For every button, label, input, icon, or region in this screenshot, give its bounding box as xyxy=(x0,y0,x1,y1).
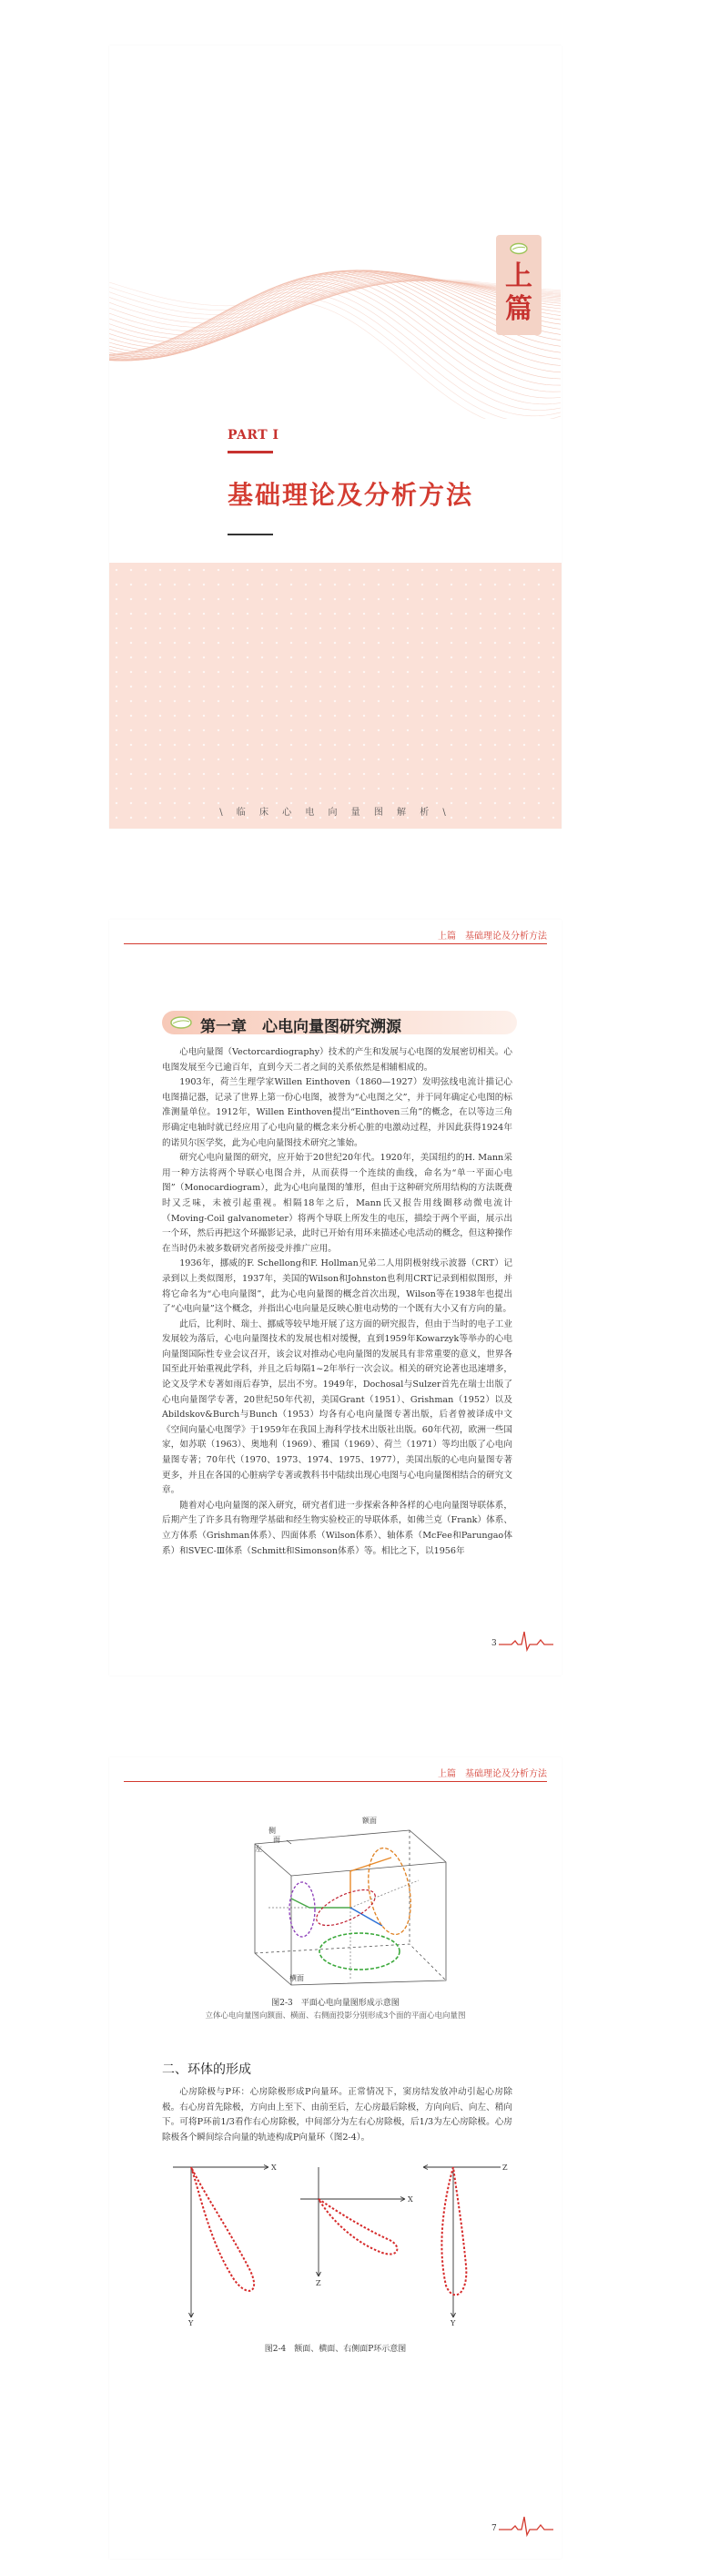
axis-x-label: X xyxy=(271,2164,277,2172)
header-rule xyxy=(124,1781,547,1782)
axis-z-label: Z xyxy=(316,2279,321,2287)
leaf-logo-icon xyxy=(509,242,529,255)
wave-line xyxy=(109,277,561,385)
decorative-wave-lines xyxy=(109,228,562,419)
vertical-title-text: 上篇 xyxy=(505,260,532,325)
paragraph: 研究心电向量图的研究，应开始于20世纪20年代。1920年，美国纽约的H. Mann采用一种方法将两个导联心电图合并，从而获得一个连续的曲线，命名为“单一平面心电图”（Monocardiogram），此为心电向量图的雏形，但由于这种研究所用结构的方法既费时又乏味，未被引起重视。相隔18年之后，Mann氏又报告用线圈移动微电流计（Moving-Coil galvanometer）将两个导联上所发生的电压，描绘于两个平面，展示出一个环，然后再把这个环撮影记录，此时已开始有用环来描述心电活动的概念，但这种操作在当时仍未被多数研究者所接受并推广应用。 xyxy=(162,1153,512,1254)
p-loop-figure xyxy=(164,2158,510,2327)
part-label: PART I xyxy=(228,428,279,443)
wave-line xyxy=(109,285,561,404)
vertical-title-tab xyxy=(496,235,542,335)
figure-caption: 图2-4 额面、横面、右侧面P环示意图 xyxy=(264,2345,407,2354)
chapter-title: 第一章 心电向量图研究溯源 xyxy=(200,1018,401,1036)
ecg-wave-icon xyxy=(499,2515,553,2537)
red-divider xyxy=(228,451,273,453)
paragraph: 此后，比利时、瑞士、挪威等较早地开展了这方面的研究报告，但由于当时的电子工业发展较为落后，心电向量图技术的发展也相对缓慢，直到1959年Kowarzyk等举办的心电向量图国际性专业会议召开，该会议对推动心电向量图的发展具有非常重要的意义，世界各国至此开始重视此学科，并且之后每隔1~2年举行一次会议。相关的研究论著也迅速增多，论文及学术专著如雨后春笋，层出不穷。1949年，Dochosal与Sulzer首先在瑞士出版了心电向量图学专著，20世纪50年代初，美国Grant（1951）、Grishman（1952）以及Abildskov&Burch与Bunch（1953）均各有心电向量图专著出版，后者曾被译成中文《空间向量心电图学》于1959年在我国上海科学技术出版社出版。60年代初，欧洲一些国家，如苏联（1963）、奥地利（1969）、雅国（1969）、荷兰（1971）等均出版了心电向量图专著；70年代（1970、1973、1974、1975、1977），美国出版的心电向量图专著更多，并且在各国的心脏病学专著或教科书中陆续出现心电图与心电向量图相结合的研究文章。 xyxy=(162,1319,512,1496)
running-header xyxy=(109,920,562,947)
figure-caption: 图2-3 平面心电向量图形成示意图 xyxy=(271,1999,400,2008)
cover-page xyxy=(109,46,562,829)
vectorcardiogram-projection-figure xyxy=(200,1807,473,1990)
section-body: 心房除极与P环：心房除极形成P向量环。正常情况下，窦房结发放冲动引起心房除极。右心房首先除极，方向由上至下、由前至后，左心房最后除极，方向向后、向左、稍向下。可将P环前1/3看作右心房除极，中间部分为左右心房除极，后1/3为左心房除极。心房除极各个瞬间综合向量的轨迹构成P向量环（图2-4）。 xyxy=(162,2087,512,2143)
figure-label-side: 侧 xyxy=(268,1827,276,1835)
paragraph: 随着对心电向量图的深入研究，研究者们进一步探索各种各样的心电向量图导联体系，后期产生了许多具有物理学基础和经生物实验校正的导联体系，如佛兰克（Frank）体系、立方体系（Grishman体系）、四面体系（Wilson体系）、轴体系（McFee和Parungao体系）和SVEC-Ⅲ体系（Schmitt和Simonson体系）等。相比之下，以1956年 xyxy=(162,1500,512,1556)
series-name: \ 临 床 心 电 向 量 图 解 析 \ xyxy=(219,808,451,818)
figure-label-frontal: 额面 xyxy=(362,1817,377,1825)
figure-label-face: 面 xyxy=(273,1836,280,1844)
chapter-title-bar xyxy=(162,1011,517,1034)
wave-line xyxy=(109,280,561,327)
chapter-body xyxy=(162,1045,512,1559)
paragraph: 1903年，荷兰生理学家Willen Einthoven（1860—1927）发明弦线电流计描记心电图描记器，记录了世界上第一份心电图，被誉为“心电图之父”，并于同年确定心电图的标准测量单位。1912年，Willen Einthoven提出“Einthoven三角”的概念，在以等边三角形确定电轴时就已经应用了心电向量的概念来分析心脏的电激动过程，并因此获得1924年的诺贝尔医学奖，此为心电向量图技术研究之雏始。 xyxy=(162,1077,512,1148)
paragraph: 1936年，挪威的F. Schellong和F. Hollman兄弟二人用阴极射线示波器（CRT）记录到以上类似图形，1937年，美国的Wilson和Johnston也利用CRT记录到相似图形，并将它命名为“心电向量图”，此为心电向量图的概念首次出现，Wilson等在1938年也提出了“心电向量”这个概念，并指出心电向量是反映心脏电动势的一个既有大小又有方向的量。 xyxy=(162,1258,512,1315)
ecg-wave-icon xyxy=(499,1630,553,1652)
axis-y-label: Y xyxy=(451,2319,456,2327)
figure-page xyxy=(109,1757,562,2559)
figure-subcaption: 立体心电向量图向额面、横面、右侧面投影分别形成3个面的平面心电向量图 xyxy=(205,2011,466,2021)
axis-y-label: Y xyxy=(188,2319,194,2327)
wave-line xyxy=(109,301,561,419)
running-header xyxy=(109,1757,562,1785)
chapter-page xyxy=(109,920,562,1675)
section-title: 二、环体的形成 xyxy=(162,2062,251,2077)
leaf-logo-icon xyxy=(169,1015,193,1030)
figure-label-horizontal: 横面 xyxy=(289,1974,304,1982)
axis-z-label: Z xyxy=(502,2164,508,2172)
wave-line xyxy=(109,292,561,416)
figure-label-left: 左 xyxy=(255,1845,262,1853)
wave-line xyxy=(109,297,561,420)
header-rule xyxy=(124,943,547,944)
page-number: 3 xyxy=(491,1639,497,1648)
running-header-text: 上篇 基础理论及分析方法 xyxy=(438,932,547,942)
cover-main-title: 基础理论及分析方法 xyxy=(228,480,474,510)
wave-line xyxy=(109,289,561,411)
paragraph: 心电向量图（Vectorcardiography）技术的产生和发展与心电图的发展密切相关。心电图发展至今已逾百年，直到今天二者之间的关系依然是相辅相成的。 xyxy=(162,1047,512,1073)
axis-x-label: X xyxy=(408,2195,413,2204)
dark-divider xyxy=(228,534,273,535)
running-header-text: 上篇 基础理论及分析方法 xyxy=(438,1769,547,1779)
page-number: 7 xyxy=(491,2524,497,2533)
pink-dotted-panel xyxy=(109,563,562,829)
wave-line xyxy=(109,280,561,315)
